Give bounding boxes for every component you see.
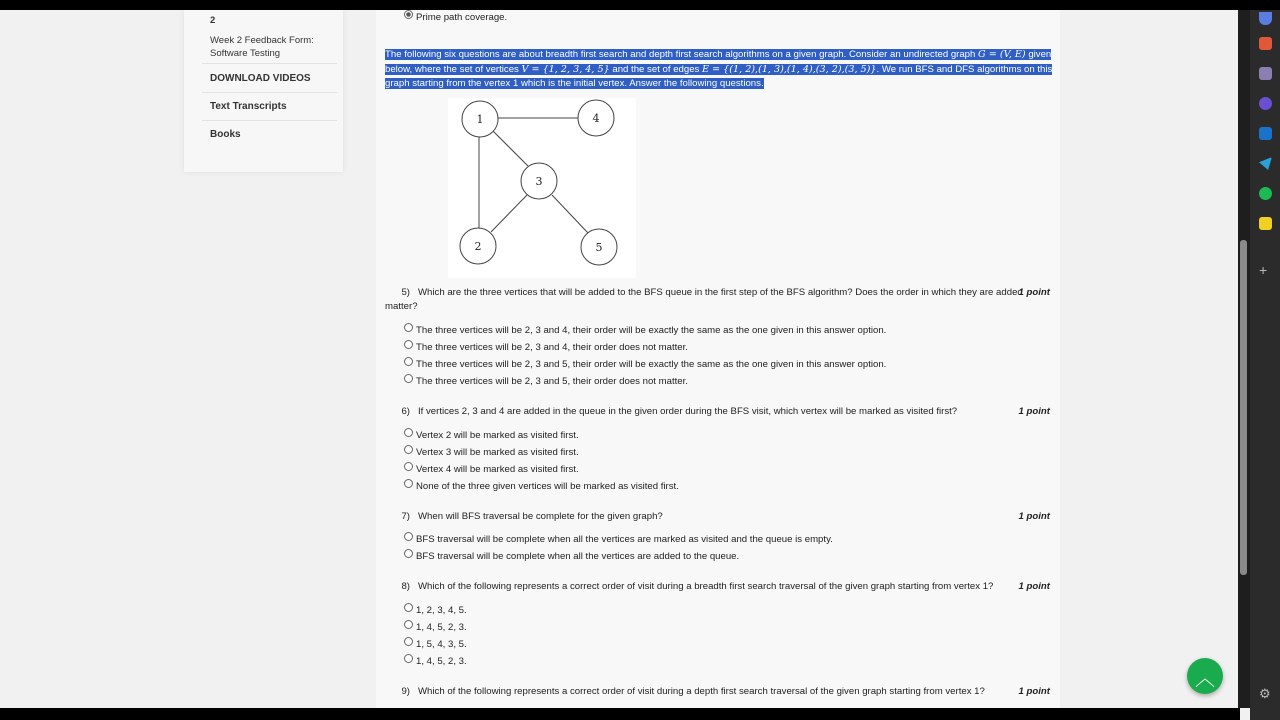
question-9 [385, 685, 1055, 699]
add-icon[interactable]: + [1259, 262, 1268, 278]
question-text: Which of the following represents a correct order of visit during a breadth first search traversal of the given graph starting from vertex 1? [418, 581, 994, 592]
answer-option[interactable]: The three vertices will be 2, 3 and 5, their order will be exactly the same as the one given in this answer option. [404, 359, 886, 370]
svg-text:1: 1 [476, 113, 484, 126]
tools-icon[interactable] [1259, 37, 1272, 50]
sidebar-item-text-transcripts[interactable]: Text Transcripts [210, 101, 287, 112]
radio-button[interactable] [404, 620, 413, 629]
scrollbar-thumb[interactable] [1240, 240, 1247, 575]
option-prime-path[interactable]: Prime path coverage. [404, 12, 507, 23]
radio-button[interactable] [404, 357, 413, 366]
answer-option[interactable]: Vertex 2 will be marked as visited first. [404, 430, 579, 441]
games-icon[interactable] [1259, 67, 1272, 80]
answer-option[interactable]: The three vertices will be 2, 3 and 4, their order does not matter. [404, 342, 688, 353]
radio-button[interactable] [404, 637, 413, 646]
radio-selected[interactable] [404, 10, 413, 19]
question-6 [385, 405, 1055, 419]
radio-button[interactable] [404, 549, 413, 558]
question-7 [385, 510, 1055, 524]
browser-sidebar [1250, 10, 1280, 720]
svg-text:2: 2 [474, 240, 482, 253]
question-text: When will BFS traversal be complete for the given graph? [418, 511, 663, 522]
answer-option[interactable]: None of the three given vertices will be marked as visited first. [404, 481, 679, 492]
svg-text:3: 3 [535, 175, 543, 188]
answer-option[interactable]: 1, 4, 5, 2, 3. [404, 656, 467, 667]
question-text: If vertices 2, 3 and 4 are added in the queue in the given order during the BFS visit, which vertex will be marked as visited first? [418, 406, 958, 417]
sidebar-item-2[interactable]: 2 [210, 15, 216, 26]
divider [202, 120, 337, 121]
answer-option[interactable]: Vertex 3 will be marked as visited first. [404, 447, 579, 458]
points-label: 1 point [1018, 511, 1050, 522]
outlook-icon[interactable] [1259, 127, 1272, 140]
question-text: Which are the three vertices that will be added to the BFS queue in the first step of the BFS algorithm? Does the order in which they are added matter? [385, 287, 1023, 312]
points-label: 1 point [1018, 406, 1050, 417]
question-intro: The following six questions are about breadth first search and depth first search algorithms on a given graph. Consider an undirected graph G = (V, E) given below, where the set of vertices V = {1, 2, 3, 4, 5} and the set of edges E = {(1, 2),(1, 3),(1, 4),(3, 2),(3, 5)}. We run BFS and DFS algorithms on this graph starting from the vertex 1 which is the initial vertex. Answer the following questions. [385, 49, 1053, 89]
radio-button[interactable] [404, 603, 413, 612]
sidebar-item-download-videos[interactable]: DOWNLOAD VIDEOS [210, 73, 311, 84]
question-text: Which of the following represents a correct order of visit during a depth first search traversal of the given graph starting from vertex 1? [418, 686, 985, 697]
radio-button[interactable] [404, 654, 413, 663]
chevron-up-icon: ︿ [1195, 667, 1215, 690]
answer-option[interactable]: 1, 5, 4, 3, 5. [404, 639, 467, 650]
svg-text:5: 5 [595, 241, 603, 254]
radio-button[interactable] [404, 479, 413, 488]
question-number: 9) [401, 686, 410, 697]
divider [202, 92, 337, 93]
points-label: 1 point [1018, 686, 1050, 697]
bottom-bar [0, 708, 1240, 720]
radio-button[interactable] [404, 428, 413, 437]
question-number: 7) [401, 511, 410, 522]
graph-image [448, 98, 636, 278]
scroll-to-top-button[interactable] [1187, 658, 1223, 694]
radio-button[interactable] [404, 462, 413, 471]
top-bar [0, 0, 1280, 10]
answer-option[interactable]: 1, 2, 3, 4, 5. [404, 605, 467, 616]
question-8 [385, 580, 1055, 594]
answer-option[interactable]: 1, 4, 5, 2, 3. [404, 622, 467, 633]
answer-option[interactable]: Vertex 4 will be marked as visited first. [404, 464, 579, 475]
question-number: 5) [401, 287, 410, 298]
radio-button[interactable] [404, 374, 413, 383]
extension-icon[interactable] [1259, 217, 1272, 230]
course-sidebar [184, 10, 343, 172]
question-number: 8) [401, 581, 410, 592]
question-5 [385, 286, 1055, 314]
answer-option[interactable]: The three vertices will be 2, 3 and 4, their order will be exactly the same as the one given in this answer option. [404, 325, 886, 336]
divider [202, 63, 337, 64]
sidebar-item-feedback-form[interactable]: Week 2 Feedback Form: Software Testing [210, 35, 314, 59]
answer-option[interactable]: BFS traversal will be complete when all the vertices are added to the queue. [404, 551, 739, 562]
sidebar-item-books[interactable]: Books [210, 129, 241, 140]
points-label: 1 point [1018, 287, 1050, 298]
radio-button[interactable] [404, 340, 413, 349]
answer-option[interactable]: BFS traversal will be complete when all the vertices are marked as visited and the queue is empty. [404, 534, 833, 545]
answer-option[interactable]: The three vertices will be 2, 3 and 5, their order does not matter. [404, 376, 688, 387]
question-number: 6) [401, 406, 410, 417]
radio-button[interactable] [404, 323, 413, 332]
page-scrollbar[interactable] [1238, 10, 1250, 708]
spotify-icon[interactable] [1259, 187, 1272, 200]
radio-button[interactable] [404, 532, 413, 541]
settings-icon[interactable]: ⚙ [1259, 686, 1271, 701]
telegram-icon[interactable] [1259, 157, 1272, 170]
copilot-icon[interactable] [1259, 97, 1272, 110]
points-label: 1 point [1018, 581, 1050, 592]
favorites-icon[interactable] [1259, 12, 1272, 25]
radio-button[interactable] [404, 445, 413, 454]
svg-text:4: 4 [592, 112, 600, 125]
